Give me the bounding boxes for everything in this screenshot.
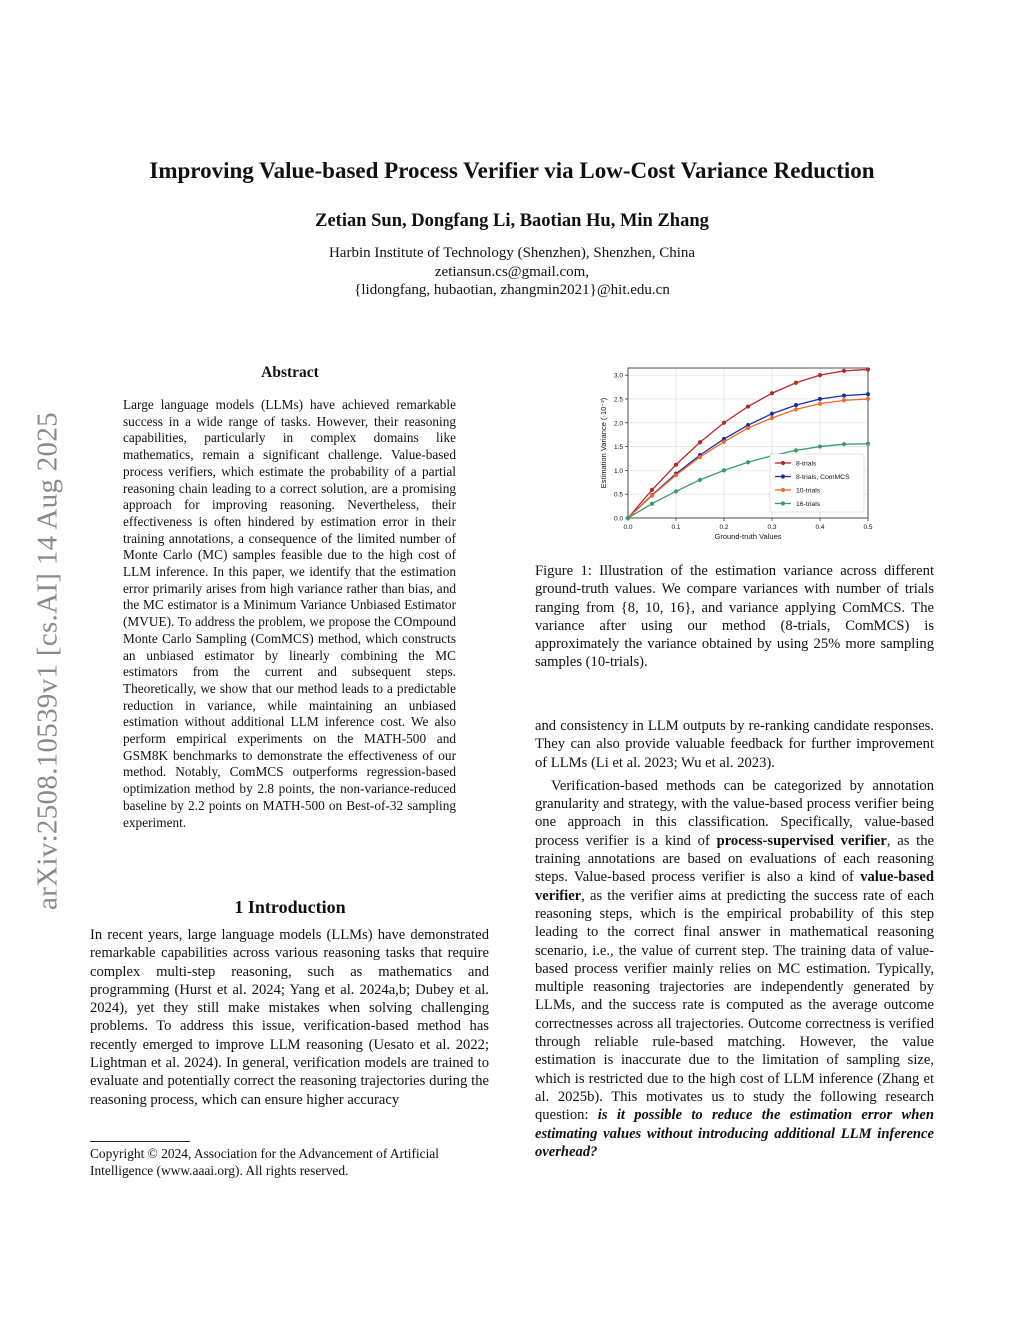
email-group: {lidongfang, hubaotian, zhangmin2021}@hit.edu.cn xyxy=(354,282,670,298)
x-tick-label: 0.2 xyxy=(719,524,729,531)
data-point xyxy=(818,397,822,401)
data-point xyxy=(842,369,846,373)
x-tick-label: 0.4 xyxy=(815,524,825,531)
section-heading-introduction: 1 Introduction xyxy=(234,897,346,917)
data-point xyxy=(674,473,678,477)
email-primary: zetiansun.cs@gmail.com, xyxy=(434,263,590,280)
y-tick-label: 0.0 xyxy=(613,515,623,523)
data-point xyxy=(770,391,774,395)
paragraph-continuation: and consistency in LLM outputs by re-ranking candidate responses. They can also provide valuable feedback for further improvement of LLMs (Li et al. 2023; Wu et al. 2023). xyxy=(535,718,934,771)
data-point xyxy=(650,494,654,498)
arxiv-sidebar xyxy=(28,372,68,950)
data-point xyxy=(794,403,798,407)
arxiv-identifier: arXiv:2508.10539v1 [cs.AI] 14 Aug 2025 xyxy=(31,412,64,910)
data-point xyxy=(650,502,654,506)
figure-caption: Figure 1: Illustration of the estimation variance across different ground-truth values. We compare variances with number of trials ranging from {8, 10, 16}, and variance applying ComMCS. The variance after using our method (8-trials, ComMCS) is approximately the variance obtained by using 25% more sampling samples (10-trials). xyxy=(535,563,934,671)
legend-label: 10-trials xyxy=(796,487,821,495)
data-point xyxy=(722,468,726,472)
data-point xyxy=(818,373,822,377)
bold-term: process-supervised verifier xyxy=(716,832,887,849)
x-tick-label: 0.0 xyxy=(623,524,633,531)
data-point xyxy=(866,442,870,446)
bold-term: value-based verifier xyxy=(535,869,934,904)
text-run: Verification-based methods can be categorized by annotation granularity and strategy, with the value-based process verifier being one approach in this classification. Specifically, value-based process verifier is a kind of xyxy=(535,777,934,849)
paper-title: Improving Value-based Process Verifier via Low-Cost Variance Reduction xyxy=(149,158,875,183)
data-point xyxy=(770,416,774,420)
y-tick-label: 2.0 xyxy=(613,420,623,428)
x-tick-label: 0.1 xyxy=(671,524,681,531)
paragraph-verification xyxy=(535,777,934,1161)
data-point xyxy=(842,394,846,398)
y-tick-label: 2.5 xyxy=(613,396,623,404)
footnote-rule xyxy=(90,1141,190,1142)
x-tick-label: 0.3 xyxy=(767,524,777,531)
data-point xyxy=(866,367,870,371)
data-point xyxy=(746,426,750,430)
text-run: , as the training annotations are based on evaluations of each reasoning steps. Value-based process verifier is also a kind of xyxy=(535,832,934,886)
data-point xyxy=(746,404,750,408)
legend-label: 8-trials xyxy=(796,460,817,468)
affiliation-block xyxy=(60,244,964,300)
y-tick-label: 1.5 xyxy=(613,444,623,452)
copyright-footnote: Copyright © 2024, Association for the Advancement of Artificial Intelligence (www.aaai.org). All rights reserved. xyxy=(90,1146,439,1178)
data-point xyxy=(674,489,678,493)
legend-swatch-marker xyxy=(781,474,785,478)
data-point xyxy=(818,402,822,406)
affiliation: Harbin Institute of Technology (Shenzhen), Shenzhen, China xyxy=(328,245,696,261)
y-tick-label: 3.0 xyxy=(613,372,623,380)
legend-label: 8-trials, ComMCS xyxy=(796,474,850,481)
y-axis-label: Estimation Variance (·10⁻²) xyxy=(599,397,608,489)
introduction-text: In recent years, large language models (LLMs) have demonstrated remarkable capabilities across various reasoning tasks that require complex multi-step reasoning, such as mathematics and programming (Hurst et al. 2024; Yang et al. 2024a,b; Dubey et al. 2024), yet they still make mistakes when solving challenging problems. To address this issue, verification-based method has recently emerged to improve LLM reasoning (Uesato et al. 2022; Lightman et al. 2024). In general, verification models are trained to evaluate and potentially correct the reasoning trajectories during the reasoning process, which can ensure higher accuracy xyxy=(90,927,489,1108)
data-point xyxy=(746,460,750,464)
abstract-text: Large language models (LLMs) have achieved remarkable success in a wide range of tasks. However, their reasoning capabilities, particularly in complex domains like mathematics, remain a significant challenge. Value-based process verifiers, which estimate the probability of a partial reasoning chain leading to a correct solution, are a promising approach for improving reasoning. Nevertheless, their effectiveness is often hindered by estimation error in their training annotations, a consequence of the limited number of Monte Carlo (MC) samples feasible due to the high cost of LLM inference. In this paper, we identify that the estimation error primarily arises from high variance rather than bias, and the MC estimator is a Minimum Variance Unbiased Estimator (MVUE). To address the problem, we propose the COmpound Monte Carlo Sampling (ComMCS) method, which constructs an unbiased estimator by linearly combining the MC estimators from the current and subsequent steps. Theoretically, we show that our method leads to a predictable reduction in variance, while maintaining an unbiased estimation without additional LLM inference cost. We also perform empirical experiments on the MATH-500 and GSM8K benchmarks to demonstrate the effectiveness of our method. Notably, ComMCS outperforms regression-based optimization method by 2.8 points, the non-variance-reduced baseline by 2.2 points on MATH-500 on Best-of-32 sampling experiment. xyxy=(123,397,456,830)
data-point xyxy=(698,440,702,444)
data-point xyxy=(650,488,654,492)
legend-swatch-marker xyxy=(781,501,785,505)
text-run: , as the verifier aims at predicting the success rate of each reasoning steps, which is the empirical probability of this step leading to the correct final answer in mathematical reasoning scenario, i.e., the value of current step. The training data of value-based process verifier mainly relies on MC estimation. Typically, multiple reasoning trajectories are independently generated by LLMs, and the success rate is computed as the average outcome correctnesses across all trajectories. Outcome correctness is verified through reliable rule-based matching. However, the value estimation is inaccurate due to the limitation of sampling size, which is restricted due to the high cost of LLM inference (Zhang et al. 2025b). This motivates us to study the following research question: xyxy=(535,887,934,1124)
research-question: is it possible to reduce the estimation error when estimating values without introducing additional LLM inference overhead? xyxy=(535,1107,934,1160)
paper-authors: Zetian Sun, Dongfang Li, Baotian Hu, Min Zhang xyxy=(315,211,709,231)
data-point xyxy=(674,463,678,467)
data-point xyxy=(722,421,726,425)
right-column-text xyxy=(535,717,934,1161)
data-point xyxy=(818,444,822,448)
data-point xyxy=(842,442,846,446)
y-tick-label: 1.0 xyxy=(613,467,623,475)
data-point xyxy=(794,448,798,452)
data-point xyxy=(866,392,870,396)
data-point xyxy=(794,381,798,385)
x-axis-label: Ground-truth Values xyxy=(714,532,782,541)
data-point xyxy=(698,478,702,482)
y-tick-label: 0.5 xyxy=(613,491,623,499)
data-point xyxy=(722,440,726,444)
x-tick-label: 0.5 xyxy=(863,524,873,531)
data-point xyxy=(842,398,846,402)
data-point xyxy=(866,397,870,401)
legend-swatch-marker xyxy=(781,461,785,465)
abstract-heading: Abstract xyxy=(261,364,319,381)
variance-line-chart xyxy=(590,360,880,554)
data-point xyxy=(770,412,774,416)
data-point xyxy=(794,407,798,411)
legend-label: 16-trials xyxy=(796,501,821,508)
data-point xyxy=(698,455,702,459)
legend-swatch-marker xyxy=(781,488,785,492)
data-point xyxy=(626,516,630,520)
